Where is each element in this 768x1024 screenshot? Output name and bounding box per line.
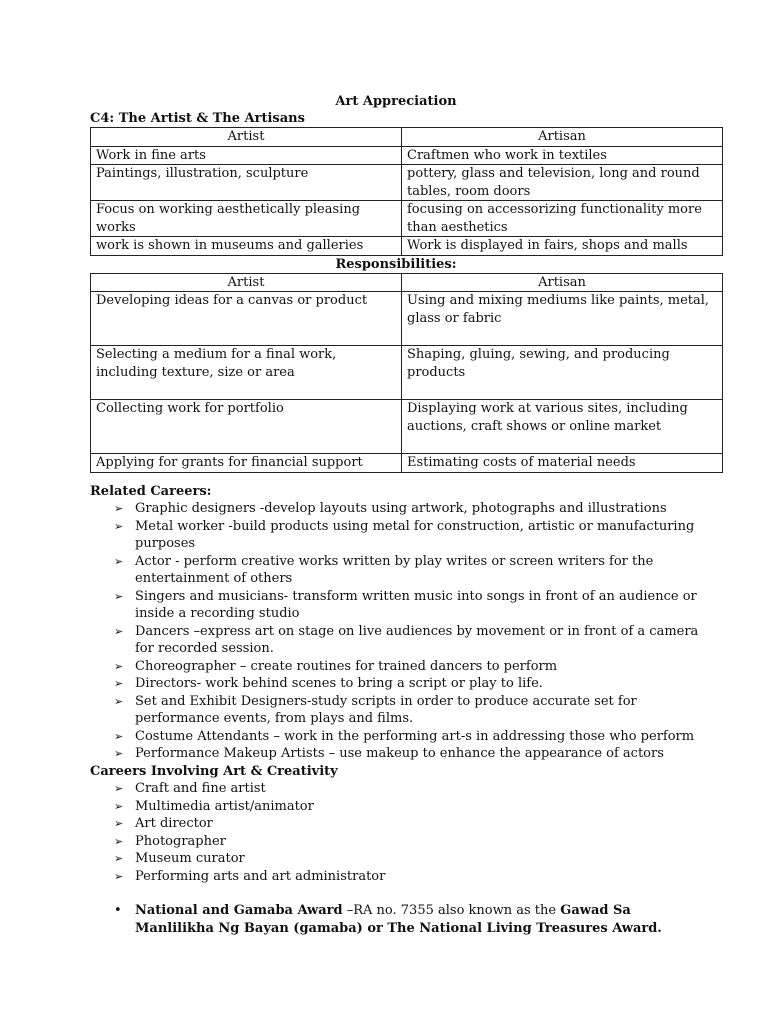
- related-careers-list: [90, 500, 702, 763]
- artist-cell: Selecting a medium for a final work, including texture, size or area: [91, 346, 402, 400]
- artist-artisan-table: [90, 127, 723, 256]
- arrowhead-bullet-icon: ➢: [114, 624, 124, 638]
- list-item-text: Metal worker -build products using metal for construction, artistic or manufacturing purposes: [135, 518, 695, 551]
- artisan-cell: Using and mixing mediums like paints, metal, glass or fabric: [402, 292, 723, 346]
- list-item-text: Performing arts and art administrator: [135, 868, 386, 884]
- career-item: [114, 780, 702, 798]
- responsibilities-heading: Responsibilities:: [335, 256, 457, 272]
- list-item-text: Museum curator: [135, 851, 245, 866]
- list-item-text: Dancers –express art on stage on live audiences by movement or in front of a camera for recorded session.: [135, 623, 699, 656]
- list-item-text: Singers and musicians- transform written music into songs in front of an audience or inside a recording studio: [135, 588, 697, 621]
- arrowhead-bullet-icon: ➢: [114, 519, 124, 533]
- list-item-text: Graphic designers -develop layouts using artwork, photographs and illustrations: [135, 501, 667, 516]
- careers-heading: Careers Involving Art & Creativity: [90, 763, 338, 779]
- arrowhead-bullet-icon: ➢: [114, 869, 124, 883]
- award-paragraph: [90, 902, 702, 937]
- related-career-item: [114, 728, 702, 746]
- list-item-text: Directors- work behind scenes to bring a script or play to life.: [135, 676, 543, 691]
- list-item-text: Choreographer – create routines for trained dancers to perform: [135, 658, 558, 674]
- table-row: [91, 346, 723, 400]
- artist-cell: Developing ideas for a canvas or product: [91, 292, 402, 346]
- related-career-item: [114, 588, 702, 623]
- arrowhead-bullet-icon: ➢: [114, 852, 124, 865]
- artisan-cell: Work is displayed in fairs, shops and malls: [402, 237, 723, 256]
- table-row: [91, 400, 723, 454]
- award-title: National and Gamaba Award: [135, 903, 343, 918]
- related-career-item: [114, 518, 702, 553]
- table-row: [91, 454, 723, 473]
- arrowhead-bullet-icon: ➢: [114, 677, 124, 690]
- award-name: Gawad Sa Manlilikha Ng Bayan (gamaba) or The National Living Treasures Award.: [135, 903, 662, 936]
- table-row: [91, 165, 723, 201]
- page-title: Art Appreciation: [335, 94, 457, 109]
- table-row: [91, 237, 723, 256]
- career-item: [114, 868, 702, 886]
- artist-cell: work is shown in museums and galleries: [91, 237, 402, 256]
- career-item: [114, 798, 702, 816]
- table-row: [91, 201, 723, 237]
- arrowhead-bullet-icon: ➢: [114, 729, 124, 743]
- career-item: [114, 815, 702, 833]
- arrowhead-bullet-icon: ➢: [114, 747, 124, 760]
- round-bullet-icon: •: [114, 903, 122, 918]
- related-career-item: [114, 658, 702, 676]
- document-page: [90, 93, 710, 937]
- related-careers-heading: Related Careers:: [90, 483, 212, 499]
- table-header-artisan: Artisan: [402, 273, 723, 292]
- list-item-text: Multimedia artist/animator: [135, 798, 314, 814]
- arrowhead-bullet-icon: ➢: [114, 502, 124, 515]
- related-career-item: [114, 500, 702, 518]
- artist-cell: Applying for grants for financial support: [91, 454, 402, 473]
- career-item: [114, 850, 702, 868]
- career-item: [114, 833, 702, 851]
- related-career-item: [114, 745, 702, 763]
- artisan-cell: pottery, glass and television, long and round tables, room doors: [402, 165, 723, 201]
- artisan-cell: Craftmen who work in textiles: [402, 146, 723, 165]
- artist-cell: Collecting work for portfolio: [91, 400, 402, 454]
- artisan-cell: Displaying work at various sites, including auctions, craft shows or online market: [402, 400, 723, 454]
- arrowhead-bullet-icon: ➢: [114, 782, 124, 795]
- table-header-artist: Artist: [91, 128, 402, 147]
- list-item-text: Photographer: [135, 833, 226, 849]
- arrowhead-bullet-icon: ➢: [114, 694, 124, 708]
- artisan-cell: Estimating costs of material needs: [402, 454, 723, 473]
- arrowhead-bullet-icon: ➢: [114, 834, 124, 848]
- arrowhead-bullet-icon: ➢: [114, 589, 124, 603]
- related-career-item: [114, 553, 702, 588]
- artisan-cell: Shaping, gluing, sewing, and producing products: [402, 346, 723, 400]
- chapter-subtitle: C4: The Artist & The Artisans: [90, 111, 305, 126]
- award-text: –RA no. 7355 also known as the: [342, 903, 561, 918]
- arrowhead-bullet-icon: ➢: [114, 817, 124, 830]
- list-item-text: Performance Makeup Artists – use makeup to enhance the appearance of actors: [135, 746, 664, 761]
- list-item-text: Actor - perform creative works written by play writes or screen writers for the entertainment of others: [135, 553, 654, 586]
- arrowhead-bullet-icon: ➢: [114, 799, 124, 813]
- table-header-artist: Artist: [91, 273, 402, 292]
- table-row: [91, 146, 723, 165]
- arrowhead-bullet-icon: ➢: [114, 554, 124, 568]
- artist-cell: Focus on working aesthetically pleasing works: [91, 201, 402, 237]
- related-career-item: [114, 623, 702, 658]
- list-item-text: Craft and fine artist: [135, 781, 266, 796]
- table-row: [91, 292, 723, 346]
- artist-cell: Work in fine arts: [91, 146, 402, 165]
- related-career-item: [114, 675, 702, 693]
- list-item-text: Set and Exhibit Designers-study scripts in order to produce accurate set for performance events, from plays and films.: [135, 693, 637, 726]
- related-career-item: [114, 693, 702, 728]
- artist-cell: Paintings, illustration, sculpture: [91, 165, 402, 201]
- responsibilities-table: [90, 273, 723, 473]
- table-header-artisan: Artisan: [402, 128, 723, 147]
- list-item-text: Costume Attendants – work in the performing art-s in addressing those who perform: [135, 728, 695, 744]
- careers-list: [90, 780, 702, 885]
- list-item-text: Art director: [135, 816, 213, 831]
- arrowhead-bullet-icon: ➢: [114, 659, 124, 673]
- artisan-cell: focusing on accessorizing functionality more than aesthetics: [402, 201, 723, 237]
